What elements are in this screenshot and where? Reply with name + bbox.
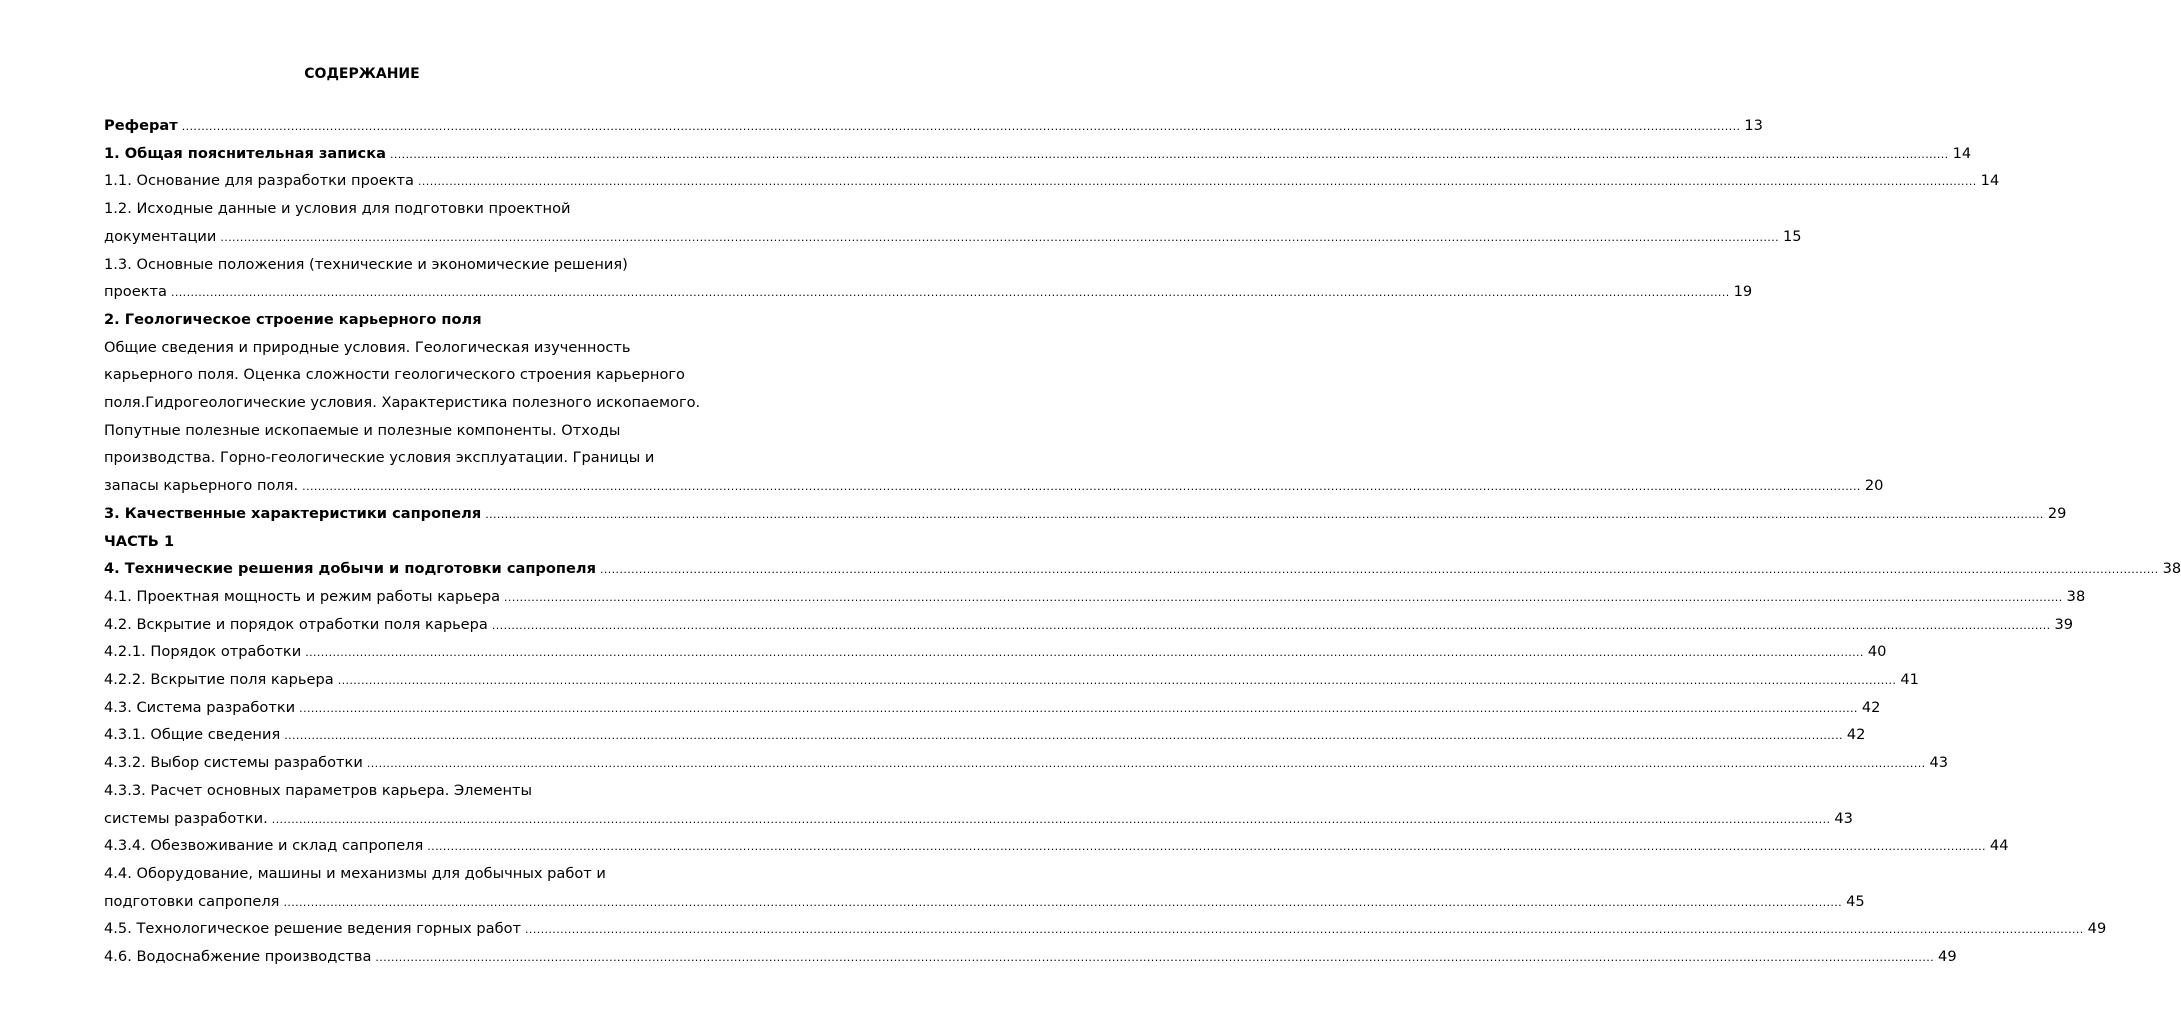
toc-entry-text: 4.2.1. Порядок отработки	[104, 643, 302, 661]
toc-entry-text: проекта	[104, 283, 167, 301]
toc-entry	[104, 339, 696, 357]
toc-entry	[104, 892, 1865, 911]
toc-entry	[104, 533, 696, 551]
toc-page-number: 49	[2087, 920, 2107, 938]
toc-page-number: 14	[1980, 172, 2000, 190]
toc-entry-text: 4.3. Система разработки	[104, 698, 296, 716]
toc-entry	[104, 865, 696, 883]
toc-entry-text: 4. Технические решения добычи и подготовки сапропеля	[104, 560, 596, 578]
toc-entry-text: поля.Гидрогеологические условия. Характеристика полезного ископаемого.	[104, 394, 701, 411]
toc-entry-text: документации	[104, 227, 217, 245]
toc-entry	[104, 311, 696, 329]
toc-page-number: 43	[1929, 754, 1949, 772]
toc-entry	[104, 449, 696, 467]
toc-leader-dots: ................................................................................................................................................................................................................................................................................................................................................................................................................	[525, 923, 2084, 937]
toc-page-number: 39	[2054, 615, 2074, 633]
toc-page-number: 13	[1744, 117, 1763, 134]
toc-entry	[104, 477, 1884, 495]
toc-entry	[104, 587, 2086, 606]
toc-entry	[104, 698, 1881, 717]
toc-entry-text: системы разработки.	[104, 809, 268, 827]
toc-entry	[104, 560, 2181, 578]
toc-entry	[104, 117, 1763, 135]
toc-page-number: 15	[1783, 227, 1802, 245]
toc-entry	[104, 144, 1972, 163]
toc-entry-text: 4.1. Проектная мощность и режим работы карьера	[104, 587, 501, 605]
toc-leader-dots: ................................................................................................................................................................................................................................................................................................................................................................................................................	[283, 895, 1843, 909]
toc-page-number: 42	[1861, 698, 1881, 716]
toc-entry-text: 3. Качественные характеристики сапропеля	[104, 504, 482, 522]
toc-entry-text: 4.3.4. Обезвоживание и склад сапропеля	[104, 837, 424, 855]
toc-entry-text: Реферат	[104, 117, 178, 134]
toc-entry-text: 4.2.2. Вскрытие поля карьера	[104, 671, 334, 688]
toc-leader-dots: ................................................................................................................................................................................................................................................................................................................................................................................................................	[302, 480, 1861, 494]
toc-entry-text: Общие сведения и природные условия. Геологическая изученность	[104, 338, 631, 356]
toc-entry-text: 4.5. Технологическое решение ведения горных работ	[104, 920, 522, 938]
toc-entry	[104, 366, 696, 384]
toc-page-number: 42	[1846, 726, 1866, 744]
toc-page-number: 38	[2066, 587, 2086, 605]
toc-entry-text: 1.1. Основание для разработки проекта	[104, 172, 415, 190]
toc-entry-text: подготовки сапропеля	[104, 892, 280, 910]
toc-leader-dots: ................................................................................................................................................................................................................................................................................................................................................................................................................	[220, 230, 1779, 244]
toc-page-number: 14	[1952, 144, 1972, 162]
toc-entry-text: 2. Геологическое строение карьерного поля	[104, 310, 482, 328]
toc-page-number: 43	[1834, 809, 1853, 827]
toc-page-number: 19	[1733, 283, 1753, 301]
toc-entry	[104, 809, 1853, 828]
toc-entry-text: 4.4. Оборудование, машины и механизмы для добычных работ и	[104, 864, 606, 882]
toc-entry	[104, 200, 696, 218]
toc-page-number: 49	[1938, 948, 1957, 965]
toc-page-number: 41	[1900, 671, 1919, 688]
toc-entry	[104, 920, 2107, 938]
toc-entry	[104, 172, 2000, 190]
toc-entry	[104, 643, 1887, 661]
toc-page-number: 40	[1867, 643, 1887, 661]
toc-page-number: 45	[1846, 892, 1865, 910]
toc-entry-text: ЧАСТЬ 1	[104, 532, 175, 550]
toc-entry-text: 4.3.3. Расчет основных параметров карьера. Элементы	[104, 781, 533, 799]
toc-entry-text: производства. Горно-геологические условия эксплуатации. Границы и	[104, 449, 655, 467]
toc-entry	[104, 422, 696, 440]
toc-entry	[104, 283, 1753, 301]
toc-entry-text: 4.3.1. Общие сведения	[104, 726, 281, 744]
toc-leader-dots: ................................................................................................................................................................................................................................................................................................................................................................................................................	[485, 507, 2044, 521]
toc-page-number: 38	[2162, 560, 2181, 578]
page-title: СОДЕРЖАНИЕ	[304, 66, 420, 82]
toc-leader-dots: ................................................................................................................................................................................................................................................................................................................................................................................................................	[337, 674, 1897, 687]
toc-entry	[104, 615, 2074, 634]
toc-entry	[104, 671, 1919, 689]
toc-leader-dots: ................................................................................................................................................................................................................................................................................................................................................................................................................	[418, 175, 1977, 189]
toc-leader-dots: ................................................................................................................................................................................................................................................................................................................................................................................................................	[284, 729, 1843, 743]
toc-entry-text: 1.3. Основные положения (технические и экономические решения)	[104, 255, 628, 273]
toc-leader-dots: ................................................................................................................................................................................................................................................................................................................................................................................................................	[427, 840, 1986, 854]
toc-entry-text: 4.6. Водоснабжение производства	[104, 948, 372, 965]
toc-entry-text: Попутные полезные ископаемые и полезные компоненты. Отходы	[104, 421, 621, 439]
toc-leader-dots: ................................................................................................................................................................................................................................................................................................................................................................................................................	[170, 286, 1730, 300]
toc-page-number: 29	[2047, 504, 2067, 522]
toc-entry	[104, 227, 1802, 246]
toc-leader-dots: ................................................................................................................................................................................................................................................................................................................................................................................................................	[271, 812, 1831, 826]
toc-leader-dots: ................................................................................................................................................................................................................................................................................................................................................................................................................	[491, 618, 2051, 632]
toc-entry	[104, 948, 1957, 966]
toc-page-number: 44	[1989, 837, 2009, 855]
toc-leader-dots: ................................................................................................................................................................................................................................................................................................................................................................................................................	[375, 951, 1935, 964]
toc-entry-text: карьерного поля. Оценка сложности геологического строения карьерного	[104, 366, 685, 384]
toc-entry	[104, 837, 2009, 855]
toc-leader-dots: ................................................................................................................................................................................................................................................................................................................................................................................................................	[305, 646, 1864, 660]
toc-entry	[104, 504, 2067, 523]
toc-entry-text: 1. Общая пояснительная записка	[104, 144, 386, 162]
toc-page-number: 20	[1864, 477, 1884, 495]
toc-entry	[104, 394, 701, 412]
toc-leader-dots: ................................................................................................................................................................................................................................................................................................................................................................................................................	[389, 147, 1949, 161]
toc-entry	[104, 726, 1866, 744]
toc-leader-dots: ................................................................................................................................................................................................................................................................................................................................................................................................................	[366, 757, 1926, 771]
toc-entry-text: 4.3.2. Выбор системы разработки	[104, 754, 363, 772]
toc-leader-dots: ................................................................................................................................................................................................................................................................................................................................................................................................................	[299, 701, 1858, 715]
toc-leader-dots: ................................................................................................................................................................................................................................................................................................................................................................................................................	[181, 120, 1741, 133]
toc-entry	[104, 256, 696, 274]
toc-entry	[104, 754, 1949, 772]
toc-leader-dots: ................................................................................................................................................................................................................................................................................................................................................................................................................	[599, 563, 2159, 577]
toc-entry-text: 4.2. Вскрытие и порядок отработки поля карьера	[104, 615, 488, 633]
toc-leader-dots: ................................................................................................................................................................................................................................................................................................................................................................................................................	[504, 590, 2063, 604]
toc-entry-text: запасы карьерного поля.	[104, 477, 299, 495]
toc-entry-text: 1.2. Исходные данные и условия для подготовки проектной	[104, 200, 571, 218]
toc-entry	[104, 782, 696, 800]
